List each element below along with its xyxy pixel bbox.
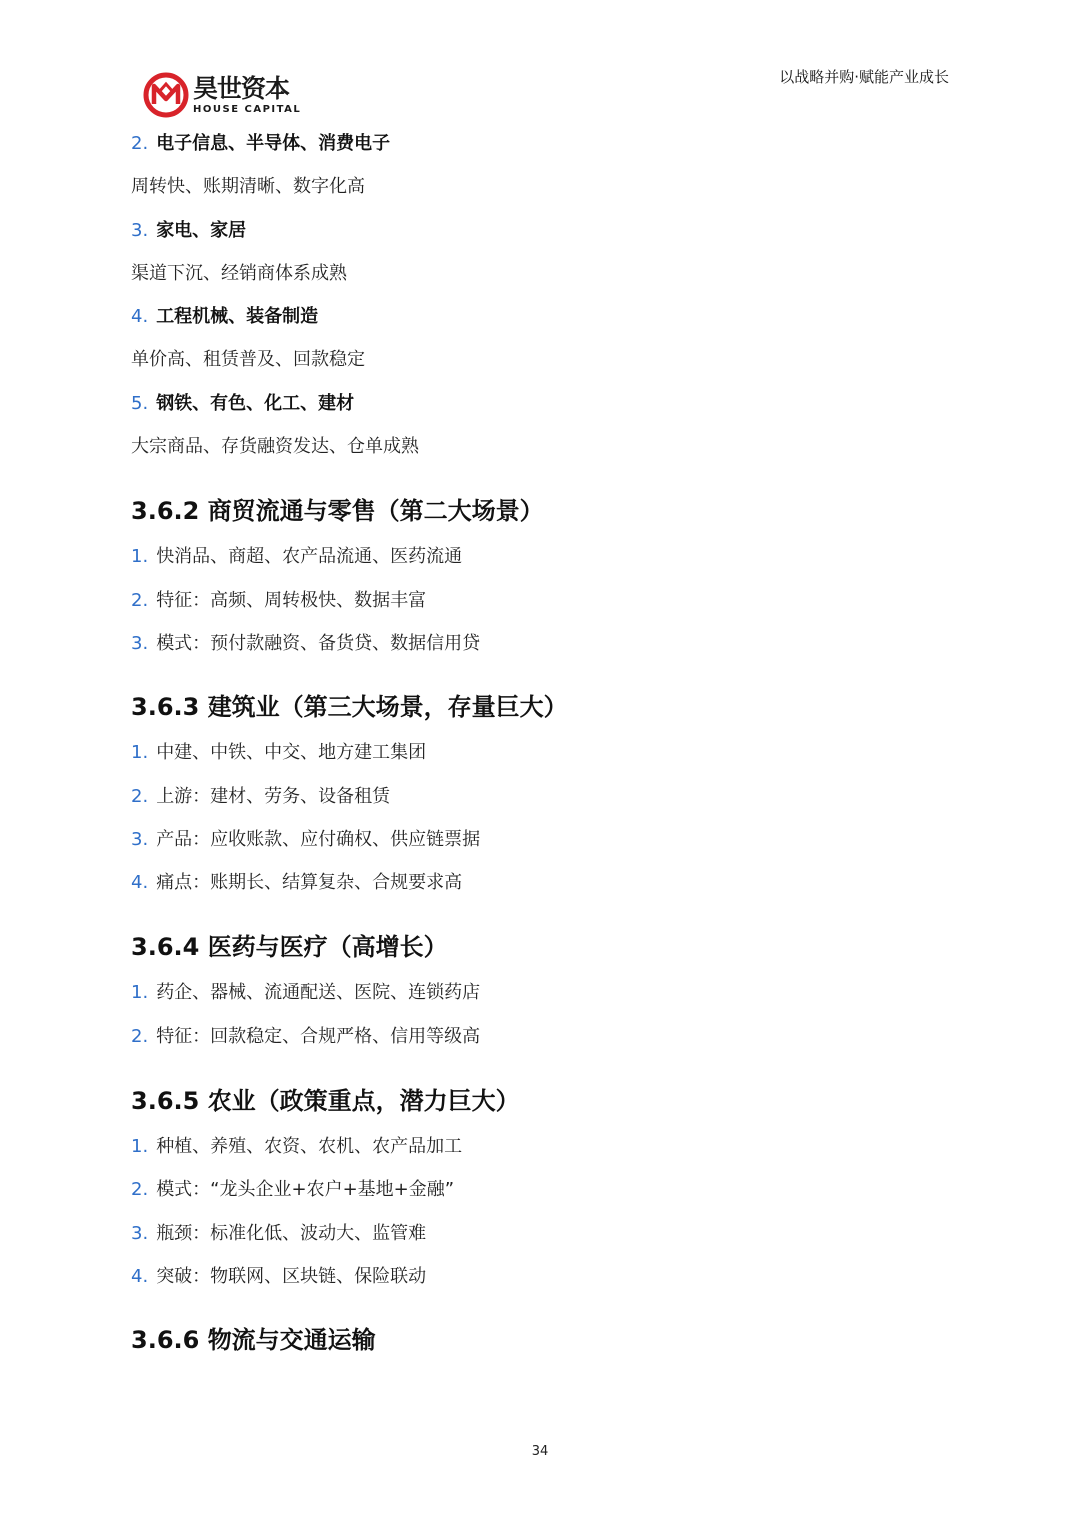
list-item bbox=[131, 628, 951, 671]
industry-description bbox=[131, 171, 951, 214]
list-number: 3. bbox=[131, 632, 149, 654]
list-number: 4. bbox=[131, 872, 149, 894]
list-number: 2. bbox=[131, 1025, 149, 1047]
industry-list-item bbox=[131, 388, 951, 431]
list-item bbox=[131, 541, 951, 584]
page-number: 34 bbox=[531, 1444, 549, 1459]
list-number: 1. bbox=[131, 742, 149, 764]
section-heading: 3.6.4 医药与医疗（高增长） bbox=[131, 933, 448, 962]
section-heading: 3.6.2 商贸流通与零售（第二大场景） bbox=[131, 497, 544, 526]
list-number: 2. bbox=[131, 589, 149, 611]
list-item-text: 痛点：账期长、结算复杂、合规要求高 bbox=[156, 872, 463, 894]
industry-desc-text: 单价高、租赁普及、回款稳定 bbox=[131, 349, 365, 371]
list-number: 1. bbox=[131, 546, 149, 568]
list-number: 4. bbox=[131, 1265, 149, 1287]
list-item bbox=[131, 977, 951, 1020]
industry-description bbox=[131, 258, 951, 301]
industry-description bbox=[131, 431, 951, 474]
industry-desc-text: 大宗商品、存货融资发达、仓单成熟 bbox=[131, 436, 419, 458]
house-capital-logo-icon bbox=[143, 72, 189, 118]
list-item-text: 上游：建材、劳务、设备租赁 bbox=[156, 785, 391, 807]
industry-desc-text: 渠道下沉、经销商体系成熟 bbox=[131, 262, 347, 284]
list-item-text: 突破：物联网、区块链、保险联动 bbox=[156, 1265, 427, 1287]
list-item bbox=[131, 1021, 951, 1064]
list-number: 3. bbox=[131, 1222, 149, 1244]
logo-english-name: HOUSE CAPITAL bbox=[193, 103, 302, 115]
list-item-text: 模式：预付款融资、备货贷、数据信用贷 bbox=[156, 632, 481, 654]
list-item-text: 产品：应收账款、应付确权、供应链票据 bbox=[156, 828, 481, 850]
list-item bbox=[131, 1261, 951, 1304]
list-item-text: 快消品、商超、农产品流通、医药流通 bbox=[156, 546, 463, 568]
industry-title: 家电、家居 bbox=[156, 219, 247, 241]
section-heading: 3.6.3 建筑业（第三大场景，存量巨大） bbox=[131, 693, 568, 722]
list-item bbox=[131, 585, 951, 628]
list-number: 2. bbox=[131, 133, 149, 154]
section-heading: 3.6.5 农业（政策重点，潜力巨大） bbox=[131, 1087, 520, 1116]
list-number: 1. bbox=[131, 982, 149, 1004]
list-number: 1. bbox=[131, 1136, 149, 1158]
company-logo bbox=[143, 70, 313, 120]
list-item bbox=[131, 737, 951, 780]
list-number: 3. bbox=[131, 219, 149, 241]
list-number: 3. bbox=[131, 828, 149, 850]
list-number: 2. bbox=[131, 1179, 149, 1201]
list-item bbox=[131, 867, 951, 910]
list-item bbox=[131, 781, 951, 824]
logo-chinese-name: 昊世资本 bbox=[193, 73, 290, 103]
document-body bbox=[131, 128, 951, 1356]
industry-description bbox=[131, 344, 951, 387]
list-item-text: 模式：“龙头企业+农户+基地+金融” bbox=[156, 1179, 455, 1201]
list-item-text: 药企、器械、流通配送、医院、连锁药店 bbox=[156, 982, 481, 1004]
list-item-text: 种植、养殖、农资、农机、农产品加工 bbox=[156, 1136, 463, 1158]
list-item bbox=[131, 1131, 951, 1174]
list-number: 5. bbox=[131, 392, 149, 414]
list-item bbox=[131, 1174, 951, 1217]
list-number: 4. bbox=[131, 306, 149, 328]
list-item-text: 特征：回款稳定、合规严格、信用等级高 bbox=[156, 1025, 481, 1047]
section-heading: 3.6.6 物流与交通运输 bbox=[131, 1326, 376, 1355]
industry-list-item bbox=[131, 301, 951, 344]
industry-title: 工程机械、装备制造 bbox=[156, 306, 319, 328]
industry-title: 钢铁、有色、化工、建材 bbox=[156, 392, 355, 414]
header-tagline: 以战略并购·赋能产业成长 bbox=[779, 68, 949, 86]
list-item bbox=[131, 824, 951, 867]
industry-list-item bbox=[131, 215, 951, 258]
list-item bbox=[131, 1218, 951, 1261]
list-item-text: 瓶颈：标准化低、波动大、监管难 bbox=[156, 1222, 427, 1244]
list-item-text: 特征：高频、周转极快、数据丰富 bbox=[156, 589, 427, 611]
list-item-text: 中建、中铁、中交、地方建工集团 bbox=[156, 742, 427, 764]
industry-title: 电子信息、半导体、消费电子 bbox=[156, 133, 391, 154]
industry-list-item bbox=[131, 128, 951, 171]
list-number: 2. bbox=[131, 785, 149, 807]
industry-desc-text: 周转快、账期清晰、数字化高 bbox=[131, 176, 365, 198]
